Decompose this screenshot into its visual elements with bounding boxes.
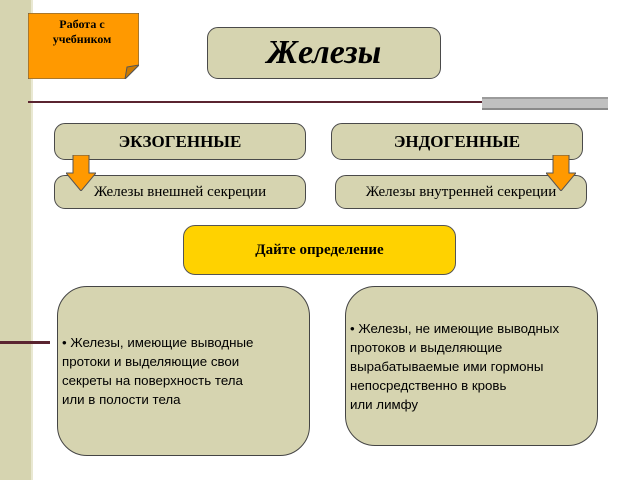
define-prompt: Дайте определение xyxy=(183,225,456,275)
left-decorative-band xyxy=(0,0,31,480)
definition-exocrine xyxy=(57,286,310,456)
note-text: Работа с учебником xyxy=(52,17,112,46)
down-arrow-icon xyxy=(66,155,96,191)
category-endogenous: ЭНДОГЕННЫЕ xyxy=(331,123,583,160)
page-title: Железы xyxy=(207,27,441,79)
down-arrow-icon xyxy=(546,155,576,191)
definition-endocrine-text: • Железы, не имеющие выводных протоков и выделяющие вырабатываемые ими гормоны непосредственно в кровь или лимфу xyxy=(350,320,560,412)
left-divider-line xyxy=(0,341,50,344)
definition-exocrine-text: • Железы, имеющие выводные протоки и выделяющие свои секреты на поверхность тела или в полости тела xyxy=(62,335,254,407)
textbook-note xyxy=(28,13,139,79)
category-exogenous: ЭКЗОГЕННЫЕ xyxy=(54,123,306,160)
definition-endocrine xyxy=(345,286,598,446)
divider-block xyxy=(482,97,608,110)
subtitle-endocrine: Железы внутренней секреции xyxy=(335,175,587,209)
subtitle-exocrine: Железы внешней секреции xyxy=(54,175,306,209)
